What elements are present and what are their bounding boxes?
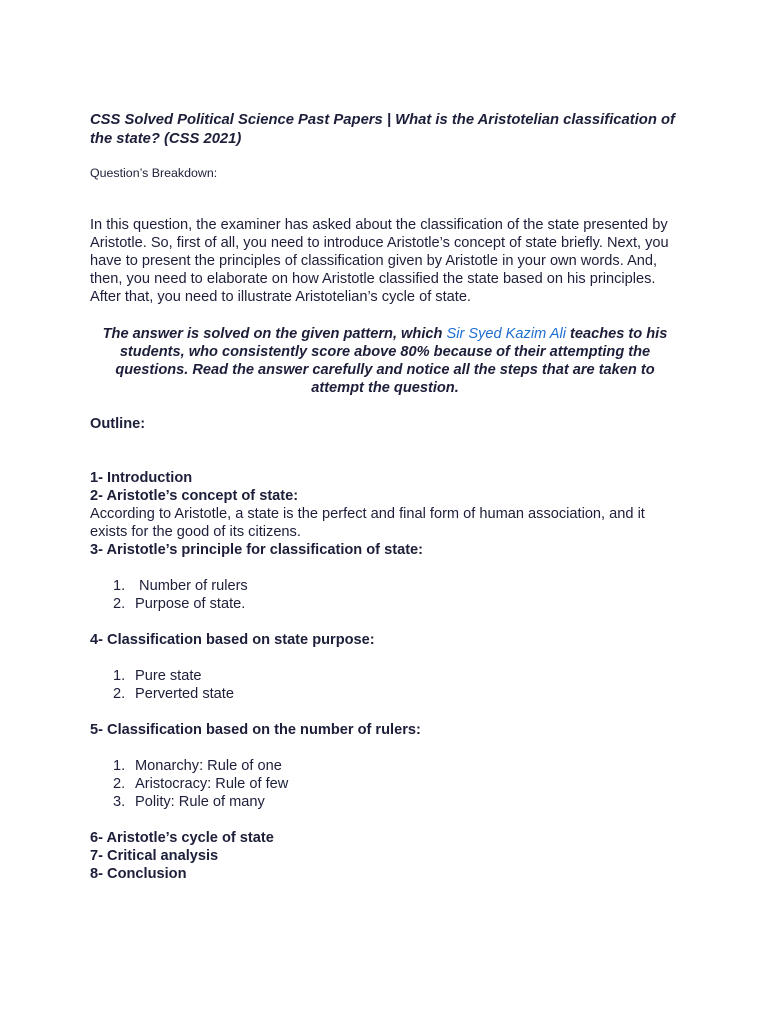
outline-heading-concept: 2- Aristotle’s concept of state: <box>90 488 299 504</box>
outline-heading-analysis: 7- Critical analysis <box>90 848 219 864</box>
list-item: 1. Monarchy: Rule of one <box>113 758 282 774</box>
callout-paragraph <box>90 325 680 397</box>
breakdown-label: Question’s Breakdown: <box>90 166 218 180</box>
document-title: CSS Solved Political Science Past Papers | What is the Aristotelian classification of the state? (CSS 2021) <box>90 112 675 147</box>
list-item: 2. Purpose of state. <box>113 596 246 612</box>
outline-concept-text: According to Aristotle, a state is the perfect and final form of human association, and it exists for the good of its citizens. <box>90 506 645 540</box>
outline-label: Outline: <box>90 416 146 432</box>
rulers-list <box>90 757 680 811</box>
author-name-link[interactable]: Sir Syed Kazim Ali <box>446 326 566 342</box>
callout-text-before: The answer is solved on the given pattern, which <box>102 326 447 342</box>
outline-heading-rulers: 5- Classification based on the number of rulers: <box>90 722 421 738</box>
outline-heading-cycle: 6- Aristotle’s cycle of state <box>90 830 274 846</box>
outline-heading-introduction: 1- Introduction <box>90 470 193 486</box>
outline-list <box>90 469 680 883</box>
document-page <box>90 111 680 883</box>
outline-heading-purpose: 4- Classification based on state purpose: <box>90 632 375 648</box>
list-item: 3. Polity: Rule of many <box>113 794 265 810</box>
list-item: 1. Number of rulers <box>113 578 248 594</box>
outline-heading-conclusion: 8- Conclusion <box>90 866 187 882</box>
list-item: 2. Perverted state <box>113 686 234 702</box>
callout-text-after: teaches to his students, who consistently score above 80% because of their attempting the questions. Read the answer carefully and notice all the steps that are taken to attempt the question. <box>115 326 668 396</box>
list-item: 2. Aristocracy: Rule of few <box>113 776 289 792</box>
intro-paragraph: In this question, the examiner has asked about the classification of the state presented by Aristotle. So, first of all, you need to introduce Aristotle’s concept of state briefly. Next, you have to present the principles of classification given by Aristotle in your own words. And, then, you need to elaborate on how Aristotle classified the state based on his principles. After that, you need to illustrate Aristotelian’s cycle of state. <box>90 217 669 305</box>
principle-list <box>90 577 680 613</box>
purpose-list <box>90 667 680 703</box>
outline-heading-principle: 3- Aristotle’s principle for classification of state: <box>90 542 424 558</box>
list-item: 1. Pure state <box>113 668 202 684</box>
